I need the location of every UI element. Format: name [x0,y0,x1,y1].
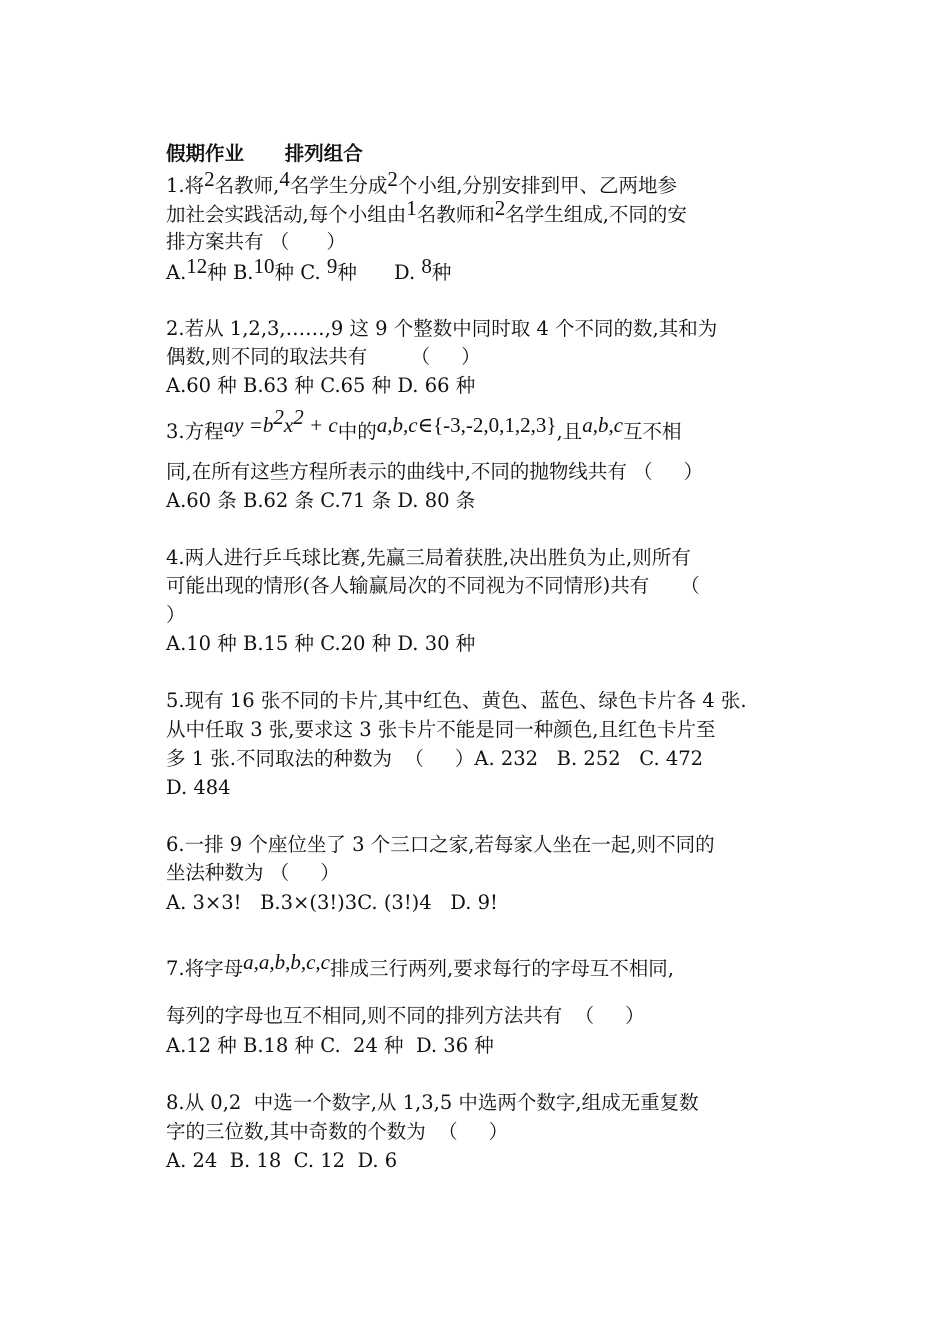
q7-options: A.12 种 B.18 种 C. 24 种 D. 36 种 [166,1034,494,1057]
q6-line2: 坐法种数为 （ ） [166,861,340,884]
q3-text: ,且 [556,420,583,443]
q1-option-label: 种 [431,261,452,284]
q1-option-value: 9 [326,254,338,278]
q5-line4: D. 484 [166,776,231,799]
q1-number: 2 [494,196,506,220]
q7-line1 [166,950,674,982]
q1-option-value: 8 [421,254,432,278]
q1-number: 2 [204,167,215,191]
q1-number: 4 [279,167,290,191]
q5-line2: 从中任取 3 张,要求这 3 张卡片不能是同一种颜色,且红色卡片至 [166,718,716,741]
q1-option-label: 种 D. [337,261,422,284]
q3-variables: a,b,c [582,413,624,437]
page-title: 假期作业 排列组合 [166,142,363,165]
q8-line1: 8.从 0,2 中选一个数字,从 1,3,5 中选两个数字,组成无重复数 [166,1091,699,1114]
q7-line2: 每列的字母也互不相同,则不同的排列方法共有 （ ） [166,1004,645,1027]
q3-text: 3.方程 [166,420,224,443]
q5-line3: 多 1 张.不同取法的种数为 （ ）A. 232 B. 252 C. 472 [166,747,704,770]
q3-variables: a,b,c [376,413,418,437]
q4-line1: 4.两人进行乒乓球比赛,先赢三局着获胜,决出胜负为止,则所有 [166,546,691,569]
q8-line2: 字的三位数,其中奇数的个数为 （ ） [166,1120,509,1143]
q1-text: 加社会实践活动,每个小组由 [166,203,407,226]
q2-line2: 偶数,则不同的取法共有 （ ） [166,345,481,368]
q4-line2: 可能出现的情形(各人输赢局次的不同视为不同情形)共有 （ [166,574,700,597]
q6-options: A. 3×3! B.3×(3!)3C. (3!)4 D. 9! [166,891,498,914]
q4-options: A.10 种 B.15 种 C.20 种 D. 30 种 [166,632,476,655]
q8-options: A. 24 B. 18 C. 12 D. 6 [166,1149,398,1172]
q7-text: 7.将字母 [166,957,244,980]
q3-options: A.60 条 B.62 条 C.71 条 D. 80 条 [166,489,476,512]
q3-equation: ay $=b^2x^2 + c$ [223,405,338,437]
q3-element-of: ∈ [417,413,434,437]
q5-line1: 5.现有 16 张不同的卡片,其中红色、黄色、蓝色、绿色卡片各 4 张. [166,689,747,712]
q1-number: 2 [387,167,398,191]
q1-options [166,254,452,286]
q1-text: 名教师, [214,174,280,197]
q1-line2 [166,196,687,228]
q3-line2: 同,在所有这些方程所表示的曲线中,不同的抛物线共有 （ ） [166,460,704,483]
q1-text: 名教师和 [416,203,495,226]
q1-option-label: 种 B. [207,261,254,284]
q2-options: A.60 种 B.63 种 C.65 种 D. 66 种 [166,374,476,397]
q1-option-label: A. [166,261,187,284]
q2-line1: 2.若从 1,2,3,……,9 这 9 个整数中同时取 4 个不同的数,其和为 [166,317,718,340]
q1-text: 名学生分成 [289,174,388,197]
q4-line3: ） [166,603,186,626]
q1-text: 1.将 [166,174,205,197]
q1-option-value: 10 [253,254,275,278]
q1-line3: 排方案共有 （ ） [166,230,346,253]
q1-text: 个小组,分别安排到甲、乙两地参 [397,174,678,197]
q3-text: 互不相 [623,420,682,443]
q7-letters: a,a,b,b,c,c [243,950,331,974]
q1-text: 名学生组成,不同的安 [505,203,687,226]
q1-line1 [166,167,678,199]
q3-value-set: {-3,-2,0,1,2,3} [433,413,557,437]
q3-text: 中的 [337,420,377,443]
q3-line1 [166,405,682,445]
q7-text: 排成三行两列,要求每行的字母互不相同, [330,957,674,980]
q1-option-label: 种 C. [274,261,327,284]
q1-number: 1 [406,196,417,220]
q1-option-value: 12 [186,254,208,278]
q6-line1: 6.一排 9 个座位坐了 3 个三口之家,若每家人坐在一起,则不同的 [166,833,715,856]
